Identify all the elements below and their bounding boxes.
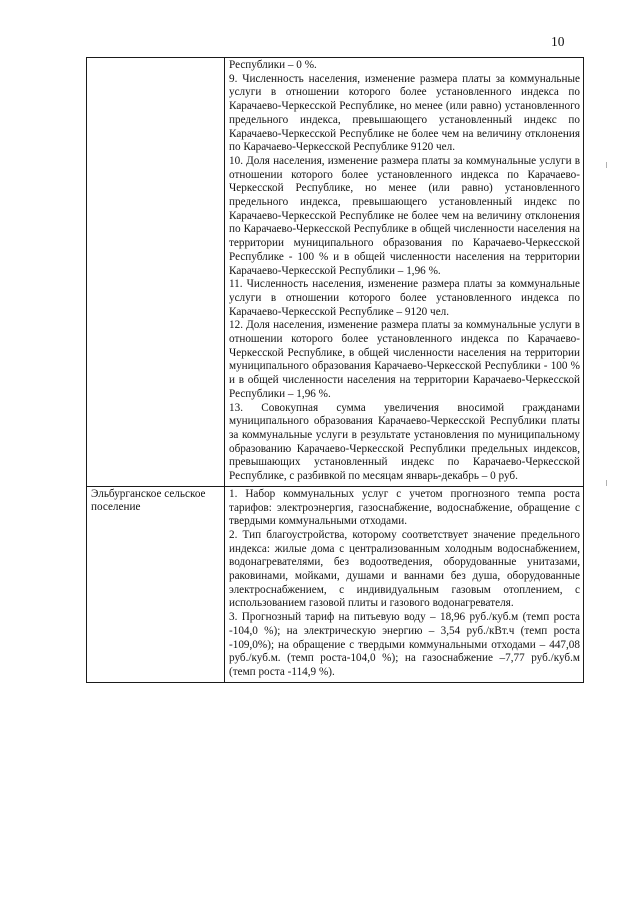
paragraph: 10. Доля населения, изменение размера платы за коммунальные услуги в отношении которого более установленного индекса по Карачаево-Черкесской Республике, но менее (или равно) установленного предельного индекса, превышающего установленный индекс по Карачаево-Черкесской Республике не более чем на величину отклонения по Карачаево-Черкесской Республике в общей численности населения на территории муниципального образования по Карачаево-Черкесской Республике - 100 % и в общей численности населения на территории Карачаево-Черкесской Республики – 1,96 %.	[229, 154, 580, 277]
paragraph: 13. Совокупная сумма увеличения вносимой гражданами муниципального образования Карачаево-Черкесской Республики платы за коммунальные услуги в результате установления по муниципальному образованию Карачаево-Черкесской Республики предельных индексов, превышающих установленный индекс по Карачаево-Черкесской Республике, с разбивкой по месяцам январь-декабрь – 0 руб.	[229, 401, 580, 483]
municipality-cell	[87, 486, 225, 682]
paragraph: Республики – 0 %.	[229, 59, 317, 71]
municipality-name: Эльбурганское сельское поселение	[91, 487, 206, 514]
table-row	[87, 58, 584, 487]
indicators-cell	[225, 486, 584, 682]
indicator-table	[86, 57, 584, 683]
paragraph: 9. Численность населения, изменение размера платы за коммунальные услуги в отношении которого более установленного индекса по Карачаево-Черкесской Республике, но менее (или равно) установленного предельного индекса, превышающего установленный индекс по Карачаево-Черкесской Республике не более чем на величину отклонения по Карачаево-Черкесской Республике 9120 чел.	[229, 72, 580, 154]
paragraph: 12. Доля населения, изменение размера платы за коммунальные услуги в отношении которого более установленного индекса по Карачаево-Черкесской Республике, в общей численности населения на территории муниципального образования Карачаево-Черкесской Республики - 100 % и в общей численности населения на территории Карачаево-Черкесской Республики – 1,96 %.	[229, 319, 580, 400]
municipality-cell	[87, 58, 225, 487]
scan-mark	[606, 162, 607, 168]
paragraph: 3. Прогнозный тариф на питьевую воду – 18,96 руб./куб.м (темп роста -104,0 %); на электрическую энергию – 3,54 руб./кВт.ч (темп роста -109,0%); на обращение с твердыми коммунальными отходами – 447,08 руб./куб.м. (темп роста-104,0 %); на газоснабжение –7,77 руб./куб.м (темп роста -114,9 %).	[229, 611, 580, 678]
paragraph: 11. Численность населения, изменение размера платы за коммунальные услуги в отношении которого более установленного индекса по Карачаево-Черкесской Республике – 9120 чел.	[229, 278, 580, 318]
scan-mark	[606, 480, 607, 486]
paragraph: 2. Тип благоустройства, которому соответствует значение предельного индекса: жилые дома с централизованным холодным водоснабжением, водонагревателями, без водоотведения, оборудованные унитазами, раковинами, мойками, душами и ваннами без душа, оборудованные электроснабжением, с индивидуальным газовым отоплением, с использованием газовой плиты и газового водонагревателя.	[229, 528, 580, 610]
paragraph: 1. Набор коммунальных услуг с учетом прогнозного темпа роста тарифов: электроэнергия, газоснабжение, водоснабжение, обращение с твердыми коммунальными отходами.	[229, 487, 580, 528]
indicators-cell	[225, 58, 584, 487]
table-row	[87, 486, 584, 682]
page-number: 10	[551, 34, 565, 49]
